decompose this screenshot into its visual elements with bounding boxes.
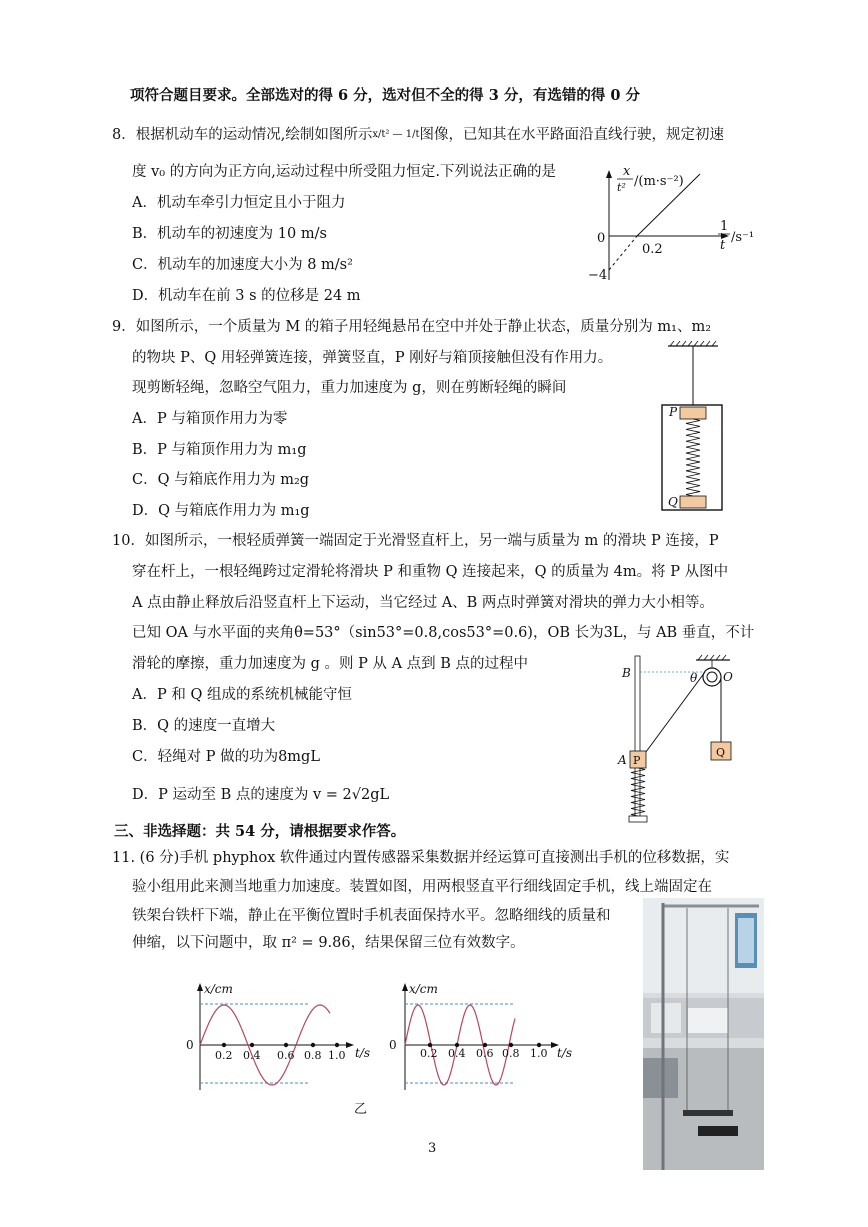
q11-stem-line1: 11. (6 分)手机 phyphox 软件通过内置传感器采集数据并经运算可直接测出手机的位移数据，实 xyxy=(112,850,730,866)
q9-option-d: D．Q 与箱底作用力为 m₁g xyxy=(132,503,310,519)
q10-figure xyxy=(612,650,752,830)
q8-x-unit: /s⁻¹ xyxy=(731,230,755,245)
q11-stem-line2: 验小组用此来测当地重力加速度。装置如图，用两根竖直平行细线固定手机，线上端固定在 xyxy=(132,879,712,895)
plot2-origin: 0 xyxy=(389,1038,397,1052)
q10-stem-line5: 滑轮的摩擦，重力加速度为 g 。则 P 从 A 点到 B 点的过程中 xyxy=(132,656,529,672)
q9-option-a: A．P 与箱顶作用力为零 xyxy=(132,411,288,427)
q10-rod xyxy=(635,656,640,818)
q10-option-c: C．轻绳对 P 做的功为8mgL xyxy=(132,749,320,765)
q11-plot-2 xyxy=(385,975,585,1100)
axis-tick-dot xyxy=(335,1043,339,1047)
page-number: 3 xyxy=(428,1141,437,1156)
instruction-tail: 项符合题目要求。全部选对的得 6 分，选对但不全的得 3 分，有选错的得 0 分 xyxy=(130,87,641,104)
plot2-tick-3: 0.6 xyxy=(476,1047,494,1060)
q11-stem-line3: 铁架台铁杆下端，静止在平衡位置时手机表面保持水平。忽略细线的质量和 xyxy=(132,908,611,924)
q9-option-c: C．Q 与箱底作用力为 m₂g xyxy=(132,472,310,488)
section3-heading: 三、非选择题：共 54 分，请根据要求作答。 xyxy=(114,823,406,840)
q11-stem-line4: 伸缩，以下问题中，取 π² = 9.86，结果保留三位有效数字。 xyxy=(132,935,525,951)
q8-y-den: t² xyxy=(617,181,626,194)
q8-inline-formula: x/t² — 1/t xyxy=(372,129,420,140)
q9-block-p xyxy=(680,407,706,419)
q10-rope-op xyxy=(640,672,705,760)
q10-label-q: Q xyxy=(716,746,726,759)
q10-label-theta: θ xyxy=(690,671,698,685)
q8-option-c: C．机动车的加速度大小为 8 m/s² xyxy=(132,257,353,273)
q9-block-q xyxy=(680,496,706,508)
plot1-tick-1: 0.2 xyxy=(215,1049,233,1062)
q11-plot-1 xyxy=(180,975,380,1100)
q9-figure xyxy=(660,340,750,520)
q9-label-q: Q xyxy=(668,495,678,509)
q8-stem-line1 xyxy=(112,125,724,145)
q8-x-den: t xyxy=(720,238,726,253)
q10-stem-line3: A 点由静止释放后沿竖直杆上下运动，当它经过 A、B 两点时弹簧对滑块的弹力大小相等。 xyxy=(132,595,714,611)
plot1-tick-4: 0.8 xyxy=(304,1049,322,1062)
q8-x-num: 1 xyxy=(720,219,729,234)
plot2-xlabel: t/s xyxy=(557,1046,573,1060)
q8-graph xyxy=(585,160,785,290)
q9-stem-line2: 的物块 P、Q 用轻弹簧连接，弹簧竖直，P 刚好与箱顶接触但没有作用力。 xyxy=(132,350,613,366)
q10-label-o: O xyxy=(723,670,733,684)
plot1-xlabel: t/s xyxy=(355,1046,371,1060)
plot2-tick-1: 0.2 xyxy=(420,1047,438,1060)
q8-stem-line2: 度 v₀ 的方向为正方向,运动过程中所受阻力恒定.下列说法正确的是 xyxy=(132,164,556,180)
q10-pulley xyxy=(703,668,721,686)
axis-tick-dot xyxy=(250,1043,254,1047)
plot-caption: 乙 xyxy=(354,1102,368,1117)
q10-stem-line4: 已知 OA 与水平面的夹角θ=53°（sin53°=0.8,cos53°=0.6)，OB 长为3L，与 AB 垂直，不计 xyxy=(132,625,755,641)
plot2-ylabel: x/cm xyxy=(409,982,438,996)
q10-option-b: B．Q 的速度一直增大 xyxy=(132,718,276,734)
q8-stem-part1: 8．根据机动车的运动情况,绘制如图所示 xyxy=(112,127,373,143)
q9-stem-line1: 9．如图所示，一个质量为 M 的箱子用轻绳悬吊在空中并处于静止状态，质量分别为 m₁、m₂ xyxy=(112,319,712,335)
q9-option-b: B．P 与箱顶作用力为 m₁g xyxy=(132,442,307,458)
q8-option-b: B．机动车的初速度为 10 m/s xyxy=(132,226,327,242)
q8-origin: 0 xyxy=(597,231,606,246)
plot1-tick-3: 0.6 xyxy=(277,1049,295,1062)
plot2-tick-4: 0.8 xyxy=(502,1047,520,1060)
q10-label-b: B xyxy=(622,666,631,680)
q8-option-a: A．机动车牵引力恒定且小于阻力 xyxy=(132,195,346,211)
axis-tick-dot xyxy=(311,1043,315,1047)
q8-y-tick: −4 xyxy=(588,268,608,283)
q10-label-p: P xyxy=(633,754,641,767)
plot1-ylabel: x/cm xyxy=(204,982,233,996)
plot1-origin: 0 xyxy=(186,1038,194,1052)
q10-label-a: A xyxy=(618,753,627,767)
q10-stem-line2: 穿在杆上，一根轻绳跨过定滑轮将滑块 P 和重物 Q 连接起来，Q 的质量为 4m。将 P 从图中 xyxy=(132,564,729,580)
q8-y-unit: /(m·s⁻²) xyxy=(634,174,684,189)
q10-option-a: A．P 和 Q 组成的系统机械能守恒 xyxy=(132,687,352,703)
q10-stem-line1: 10．如图所示，一根轻质弹簧一端固定于光滑竖直杆上，另一端与质量为 m 的滑块 P 连接，P xyxy=(112,533,719,549)
apparatus-photo xyxy=(643,898,764,1170)
q8-x-tick: 0.2 xyxy=(642,242,663,257)
q8-option-d: D．机动车在前 3 s 的位移是 24 m xyxy=(132,288,361,304)
plot1-tick-5: 1.0 xyxy=(328,1049,346,1062)
q9-stem-line3: 现剪断轻绳，忽略空气阻力，重力加速度为 g，则在剪断轻绳的瞬间 xyxy=(132,380,567,396)
plot2-tick-5: 1.0 xyxy=(530,1047,548,1060)
q9-label-p: P xyxy=(669,405,678,419)
axis-tick-dot xyxy=(222,1043,226,1047)
q10-option-d: D．P 运动至 B 点的速度为 v = 2√2gL xyxy=(132,787,390,803)
plot1-tick-2: 0.4 xyxy=(243,1049,261,1062)
axis-tick-dot xyxy=(284,1043,288,1047)
plot2-tick-2: 0.4 xyxy=(448,1047,466,1060)
q8-y-num: x xyxy=(623,164,631,179)
q8-stem-part2: 图像，已知其在水平路面沿直线行驶，规定初速 xyxy=(419,127,724,143)
